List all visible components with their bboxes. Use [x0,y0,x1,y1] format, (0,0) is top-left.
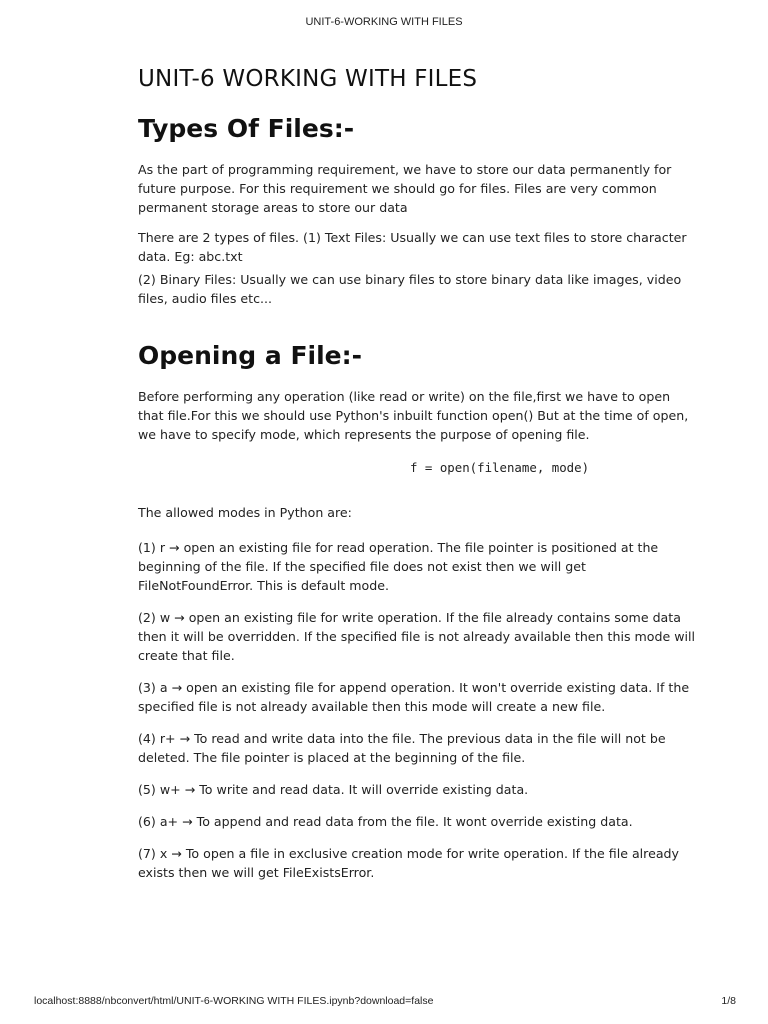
mode-a: (3) a → open an existing file for append operation. It won't override existing data. If the specified file is not already available then this mode will create a new file. [138,680,690,714]
mode-w-plus: (5) w+ → To write and read data. It will override existing data. [138,782,529,797]
types-paragraph-2: There are 2 types of files. (1) Text Files: Usually we can use text files to store character data. Eg: abc.txt [138,230,687,264]
notebook-content [138,66,698,893]
mode-w: (2) w → open an existing file for write operation. If the file already contains some data then it will be overridden. If the specified file is not already available then this mode will create that file. [138,610,696,663]
opening-paragraph: Before performing any operation (like read or write) on the file,first we have to open that file.For this we should use Python's inbuilt function open() But at the time of open, we have to specify mode, which represents the purpose of opening file. [138,389,689,442]
mode-x: (7) x → To open a file in exclusive creation mode for write operation. If the file already exists then we will get FileExistsError. [138,846,679,880]
footer-page-number: 1/8 [721,995,736,1007]
print-header: UNIT-6-WORKING WITH FILES [305,16,463,28]
footer-url: localhost:8888/nbconvert/html/UNIT-6-WORKING WITH FILES.ipynb?download=false [34,995,434,1007]
open-code-snippet: f = open(filename, mode) [410,460,590,475]
types-paragraph-1: As the part of programming requirement, we have to store our data permanently for future purpose. For this requirement we should go for files. Files are very common permanent storage areas to store our data [138,162,672,215]
page-title: UNIT-6 WORKING WITH FILES [138,66,478,92]
print-footer [34,995,736,1007]
types-of-files-heading: Types Of Files:- [138,114,355,143]
types-paragraph-3: (2) Binary Files: Usually we can use binary files to store binary data like images, video files, audio files etc... [138,272,682,306]
opening-a-file-heading: Opening a File:- [138,341,362,370]
mode-r: (1) r → open an existing file for read operation. The file pointer is positioned at the beginning of the file. If the specified file does not exist then we will get FileNotFoundError. This is default mode. [138,540,659,593]
mode-r-plus: (4) r+ → To read and write data into the file. The previous data in the file will not be deleted. The file pointer is placed at the beginning of the file. [138,731,666,765]
mode-a-plus: (6) a+ → To append and read data from the file. It wont override existing data. [138,814,633,829]
modes-intro: The allowed modes in Python are: [138,505,352,520]
